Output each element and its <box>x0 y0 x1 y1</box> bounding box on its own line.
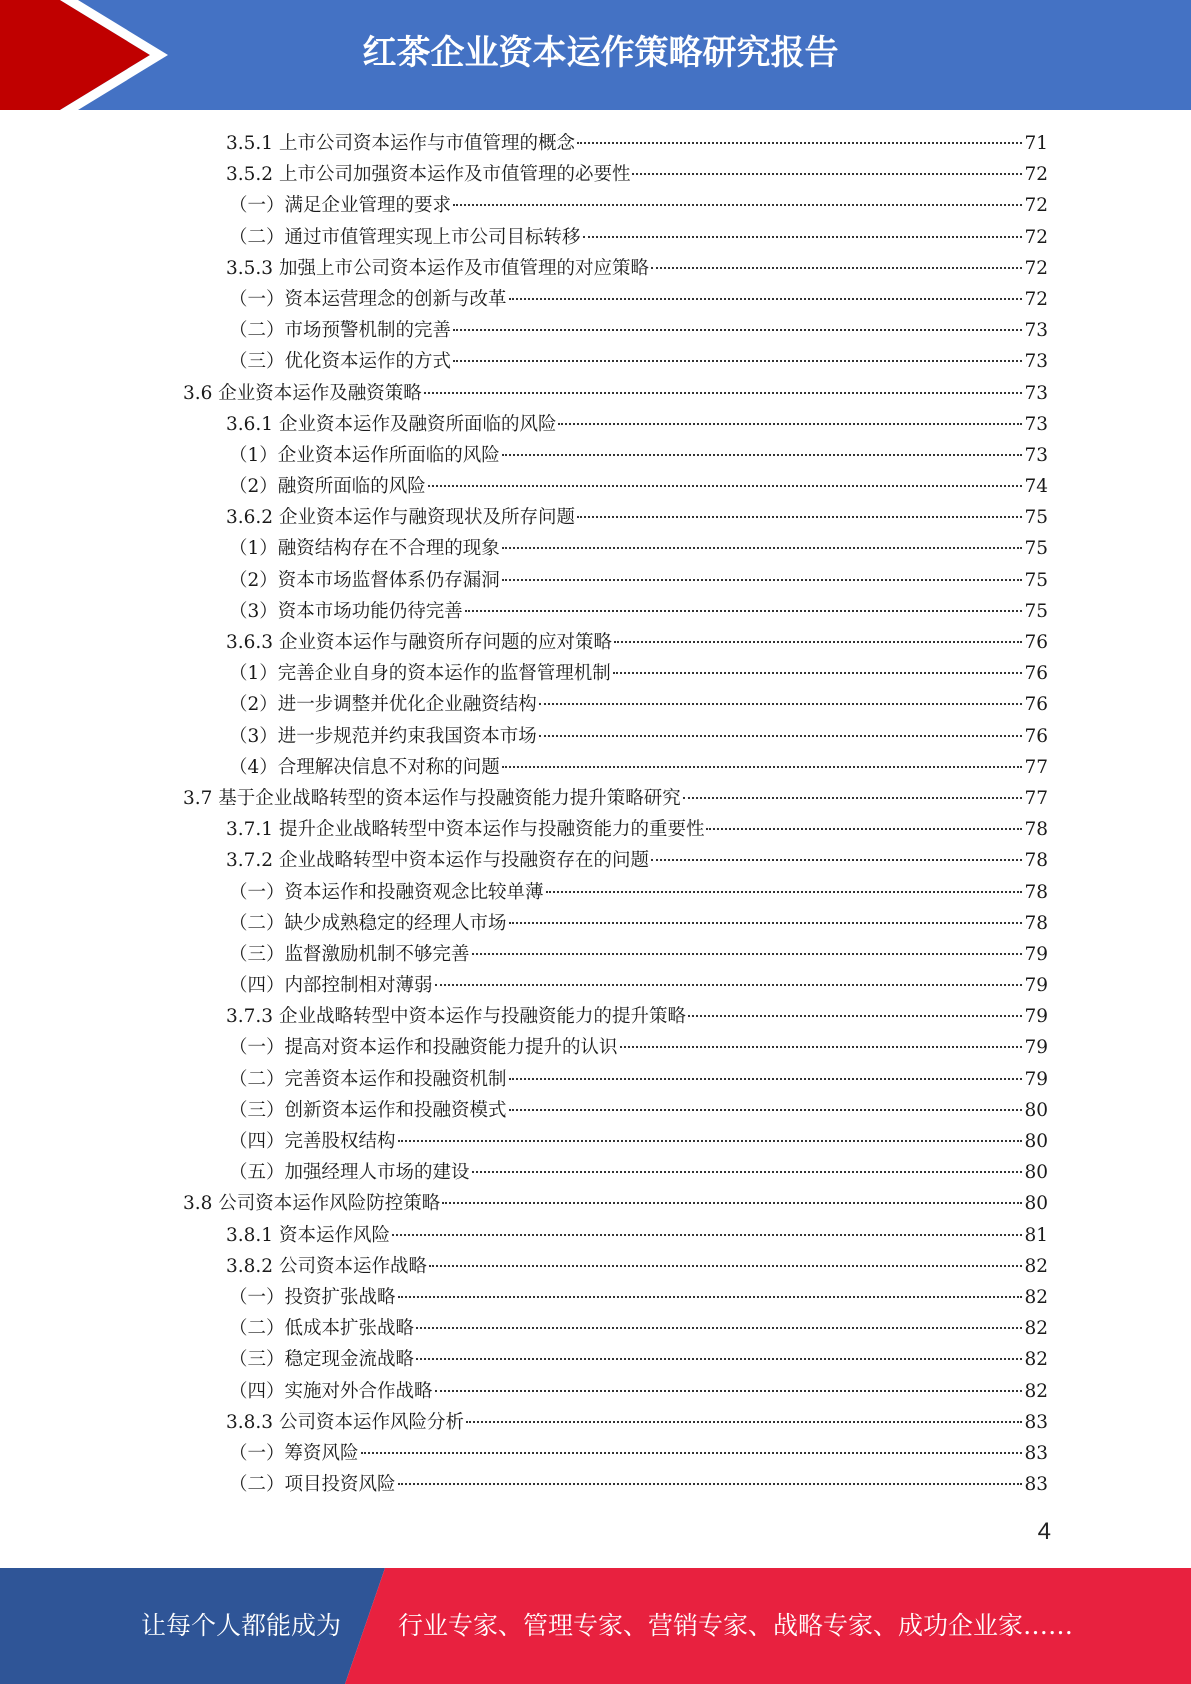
toc-dot-leader <box>614 641 1022 643</box>
toc-entry-page: 73 <box>1024 351 1048 373</box>
toc-dot-leader <box>651 859 1022 861</box>
toc-entry-label: 3.7.3 企业战略转型中资本运作与投融资能力的提升策略 <box>226 1006 686 1028</box>
toc-entry-label: 3.8 公司资本运作风险防控策略 <box>183 1193 441 1215</box>
toc-entry[interactable] <box>229 315 1048 346</box>
toc-dot-leader <box>706 828 1022 830</box>
toc-entry[interactable] <box>229 533 1048 564</box>
toc-dot-leader <box>502 766 1023 768</box>
toc-dot-leader <box>502 454 1023 456</box>
toc-entry[interactable] <box>226 845 1048 876</box>
toc-entry[interactable] <box>229 908 1048 939</box>
toc-entry[interactable] <box>226 1220 1048 1251</box>
toc-entry[interactable] <box>229 970 1048 1001</box>
toc-dot-leader <box>651 267 1022 269</box>
toc-entry[interactable] <box>229 1064 1048 1095</box>
toc-entry[interactable] <box>229 596 1048 627</box>
toc-entry-label: （3）进一步规范并约束我国资本市场 <box>229 725 537 747</box>
toc-dot-leader <box>435 1390 1023 1392</box>
toc-dot-leader <box>558 423 1022 425</box>
toc-entry-page: 75 <box>1024 569 1048 591</box>
toc-entry-label: （4）合理解决信息不对称的问题 <box>229 756 500 778</box>
toc-dot-leader <box>583 236 1023 238</box>
toc-entry-label: （五）加强经理人市场的建设 <box>229 1162 470 1184</box>
toc-entry[interactable] <box>229 1438 1048 1469</box>
toc-entry-page: 80 <box>1024 1162 1048 1184</box>
toc-entry[interactable] <box>229 939 1048 970</box>
toc-dot-leader <box>416 1327 1022 1329</box>
toc-dot-leader <box>472 1171 1023 1173</box>
toc-entry-page: 73 <box>1024 320 1048 342</box>
toc-entry-page: 72 <box>1024 164 1048 186</box>
toc-entry-label: （三）监督激励机制不够完善 <box>229 943 470 965</box>
toc-entry-label: （四）内部控制相对薄弱 <box>229 975 433 997</box>
toc-entry-label: （2）融资所面临的风险 <box>229 476 426 498</box>
toc-entry-page: 78 <box>1024 819 1048 841</box>
toc-entry-page: 78 <box>1024 912 1048 934</box>
toc-dot-leader <box>429 1265 1022 1267</box>
toc-entry-page: 76 <box>1024 632 1048 653</box>
toc-entry[interactable] <box>226 1251 1048 1282</box>
toc-entry-page: 81 <box>1024 1224 1048 1246</box>
toc-entry[interactable] <box>229 284 1048 315</box>
toc-entry[interactable] <box>226 627 1048 658</box>
toc-dot-leader <box>453 360 1022 362</box>
toc-dot-leader <box>424 392 1023 394</box>
toc-entry-page: 78 <box>1024 881 1048 903</box>
toc-entry-label: 3.8.3 公司资本运作风险分析 <box>226 1411 464 1433</box>
toc-dot-leader <box>632 173 1022 175</box>
toc-entry-page: 76 <box>1024 694 1048 716</box>
toc-entry-label: （1）企业资本运作所面临的风险 <box>229 444 500 466</box>
toc-entry-label: （三）稳定现金流战略 <box>229 1349 415 1371</box>
toc-entry-label: （一）提高对资本运作和投融资能力提升的认识 <box>229 1037 618 1059</box>
toc-entry-page: 79 <box>1024 943 1048 965</box>
toc-dot-leader <box>465 610 1023 612</box>
toc-entry-page: 75 <box>1024 507 1048 529</box>
toc-entry-label: 3.7.2 企业战略转型中资本运作与投融资存在的问题 <box>226 850 649 872</box>
toc-entry-page: 78 <box>1024 850 1048 872</box>
toc-dot-leader <box>428 485 1023 487</box>
toc-entry[interactable] <box>229 1469 1048 1500</box>
toc-entry[interactable] <box>229 1282 1048 1313</box>
toc-dot-leader <box>577 142 1022 144</box>
toc-entry-page: 73 <box>1024 444 1048 466</box>
toc-entry[interactable] <box>226 253 1048 284</box>
toc-entry-label: 3.6 企业资本运作及融资策略 <box>183 382 422 404</box>
toc-entry-page: 82 <box>1024 1380 1048 1402</box>
table-of-contents <box>0 128 1191 1500</box>
toc-entry-label: 3.8.2 公司资本运作战略 <box>226 1255 427 1277</box>
toc-entry-page: 73 <box>1024 382 1048 404</box>
toc-dot-leader <box>398 1483 1023 1485</box>
toc-entry-page: 82 <box>1024 1318 1048 1340</box>
toc-entry[interactable] <box>229 1344 1048 1375</box>
document-title: 红茶企业资本运作策略研究报告 <box>362 33 839 73</box>
footer-slogan-right: 行业专家、管理专家、营销专家、战略专家、成功企业家…… <box>398 1611 1074 1640</box>
toc-entry-label: （一）资本运营理念的创新与改革 <box>229 288 507 310</box>
toc-entry[interactable] <box>229 190 1048 221</box>
toc-entry-label: 3.6.2 企业资本运作与融资现状及所存问题 <box>226 507 575 529</box>
toc-entry-page: 76 <box>1024 663 1048 685</box>
toc-dot-leader <box>398 1140 1023 1142</box>
toc-entry-page: 72 <box>1024 257 1048 279</box>
header-band <box>0 0 1191 110</box>
toc-entry-label: 3.6.3 企业资本运作与融资所存问题的应对策略 <box>226 632 612 653</box>
toc-entry[interactable] <box>229 689 1048 720</box>
toc-dot-leader <box>546 891 1023 893</box>
footer-slogan-left: 让每个人都能成为 <box>141 1611 342 1640</box>
toc-dot-leader <box>577 516 1022 518</box>
toc-entry-label: 3.6.1 企业资本运作及融资所面临的风险 <box>226 413 557 435</box>
toc-entry-page: 82 <box>1024 1255 1048 1277</box>
toc-entry-label: 3.8.1 资本运作风险 <box>226 1224 390 1246</box>
toc-entry-page: 79 <box>1024 1068 1048 1090</box>
toc-entry-label: 3.5.3 加强上市公司资本运作及市值管理的对应策略 <box>226 257 649 279</box>
toc-entry-page: 80 <box>1024 1099 1048 1121</box>
toc-entry-page: 82 <box>1024 1349 1048 1371</box>
toc-entry-page: 82 <box>1024 1286 1048 1308</box>
toc-entry[interactable] <box>229 1313 1048 1344</box>
toc-entry[interactable] <box>183 378 1048 409</box>
toc-entry-page: 83 <box>1024 1442 1048 1464</box>
toc-entry-page: 79 <box>1024 1037 1048 1059</box>
toc-dot-leader <box>453 329 1022 331</box>
toc-entry[interactable] <box>229 1095 1048 1126</box>
toc-dot-leader <box>509 298 1023 300</box>
toc-entry-label: （二）项目投资风险 <box>229 1474 396 1496</box>
toc-dot-leader <box>509 1078 1023 1080</box>
toc-entry[interactable] <box>229 658 1048 689</box>
toc-entry-page: 79 <box>1024 975 1048 997</box>
toc-entry[interactable] <box>226 159 1048 190</box>
toc-entry[interactable] <box>229 346 1048 377</box>
toc-entry[interactable] <box>229 877 1048 908</box>
toc-dot-leader <box>392 1234 1022 1236</box>
toc-entry-label: （一）投资扩张战略 <box>229 1286 396 1308</box>
toc-entry-page: 72 <box>1024 226 1048 248</box>
toc-dot-leader <box>361 1452 1023 1454</box>
toc-entry[interactable] <box>226 1001 1048 1032</box>
toc-entry-label: 3.5.2 上市公司加强资本运作及市值管理的必要性 <box>226 164 631 186</box>
toc-dot-leader <box>435 984 1023 986</box>
toc-dot-leader <box>613 672 1023 674</box>
toc-entry-label: （二）市场预警机制的完善 <box>229 320 452 342</box>
toc-dot-leader <box>509 922 1023 924</box>
toc-entry[interactable] <box>183 1188 1048 1219</box>
toc-entry-label: 3.7.1 提升企业战略转型中资本运作与投融资能力的重要性 <box>226 819 705 841</box>
toc-entry-label: 3.5.1 上市公司资本运作与市值管理的概念 <box>226 133 575 154</box>
toc-entry-label: （3）资本市场功能仍待完善 <box>229 600 463 622</box>
toc-entry-label: （一）筹资风险 <box>229 1442 359 1464</box>
toc-entry[interactable] <box>229 1376 1048 1407</box>
toc-dot-leader <box>509 1109 1023 1111</box>
toc-dot-leader <box>502 547 1023 549</box>
toc-entry-page: 73 <box>1024 413 1048 435</box>
toc-entry-label: （二）低成本扩张战略 <box>229 1318 415 1340</box>
toc-dot-leader <box>539 703 1023 705</box>
toc-entry[interactable] <box>229 440 1048 471</box>
toc-entry[interactable] <box>226 1407 1048 1438</box>
footer-band <box>0 1568 1191 1684</box>
toc-entry[interactable] <box>229 222 1048 253</box>
toc-dot-leader <box>539 735 1023 737</box>
toc-entry-label: （一）资本运作和投融资观念比较单薄 <box>229 881 544 903</box>
toc-entry[interactable] <box>229 565 1048 596</box>
toc-dot-leader <box>472 953 1023 955</box>
toc-entry-page: 71 <box>1024 133 1048 154</box>
toc-entry-page: 72 <box>1024 288 1048 310</box>
toc-entry-label: （2）资本市场监督体系仍存漏洞 <box>229 569 500 591</box>
toc-entry-page: 83 <box>1024 1474 1048 1496</box>
toc-entry-label: （四）完善股权结构 <box>229 1131 396 1152</box>
toc-dot-leader <box>688 1015 1022 1017</box>
toc-entry[interactable] <box>229 1126 1048 1157</box>
toc-entry-label: （1）完善企业自身的资本运作的监督管理机制 <box>229 663 611 685</box>
toc-entry-page: 80 <box>1024 1193 1048 1215</box>
toc-entry-page: 77 <box>1024 787 1048 809</box>
toc-dot-leader <box>466 1421 1022 1423</box>
toc-dot-leader <box>683 797 1023 799</box>
toc-dot-leader <box>416 1358 1022 1360</box>
toc-entry-label: 3.7 基于企业战略转型的资本运作与投融资能力提升策略研究 <box>183 787 681 809</box>
toc-entry-label: （四）实施对外合作战略 <box>229 1380 433 1402</box>
toc-entry[interactable] <box>226 128 1048 159</box>
toc-entry-page: 72 <box>1024 195 1048 217</box>
toc-entry[interactable] <box>229 752 1048 783</box>
toc-entry-page: 80 <box>1024 1131 1048 1152</box>
toc-entry-label: （1）融资结构存在不合理的现象 <box>229 538 500 560</box>
toc-dot-leader <box>502 579 1023 581</box>
toc-entry-label: （二）完善资本运作和投融资机制 <box>229 1068 507 1090</box>
toc-entry[interactable] <box>229 1032 1048 1063</box>
toc-entry-page: 76 <box>1024 725 1048 747</box>
page-number: 4 <box>1037 1518 1051 1545</box>
toc-entry[interactable] <box>229 471 1048 502</box>
toc-entry-page: 83 <box>1024 1411 1048 1433</box>
toc-entry[interactable] <box>229 1157 1048 1188</box>
toc-entry-label: （三）优化资本运作的方式 <box>229 351 452 373</box>
toc-entry-label: （2）进一步调整并优化企业融资结构 <box>229 694 537 716</box>
toc-dot-leader <box>442 1202 1022 1204</box>
toc-dot-leader <box>398 1296 1023 1298</box>
toc-entry-page: 75 <box>1024 600 1048 622</box>
toc-dot-leader <box>453 204 1022 206</box>
toc-entry-label: （一）满足企业管理的要求 <box>229 195 452 217</box>
toc-entry[interactable] <box>226 502 1048 533</box>
toc-entry-page: 79 <box>1024 1006 1048 1028</box>
toc-entry-page: 77 <box>1024 756 1048 778</box>
toc-entry[interactable] <box>229 721 1048 752</box>
toc-entry[interactable] <box>183 783 1048 814</box>
toc-dot-leader <box>620 1046 1023 1048</box>
toc-entry-label: （二）缺少成熟稳定的经理人市场 <box>229 912 507 934</box>
toc-entry-label: （三）创新资本运作和投融资模式 <box>229 1099 507 1121</box>
toc-entry-page: 75 <box>1024 538 1048 560</box>
toc-entry[interactable] <box>226 409 1048 440</box>
toc-entry-label: （二）通过市值管理实现上市公司目标转移 <box>229 226 581 248</box>
toc-entry-page: 74 <box>1024 476 1048 498</box>
toc-entry[interactable] <box>226 814 1048 845</box>
